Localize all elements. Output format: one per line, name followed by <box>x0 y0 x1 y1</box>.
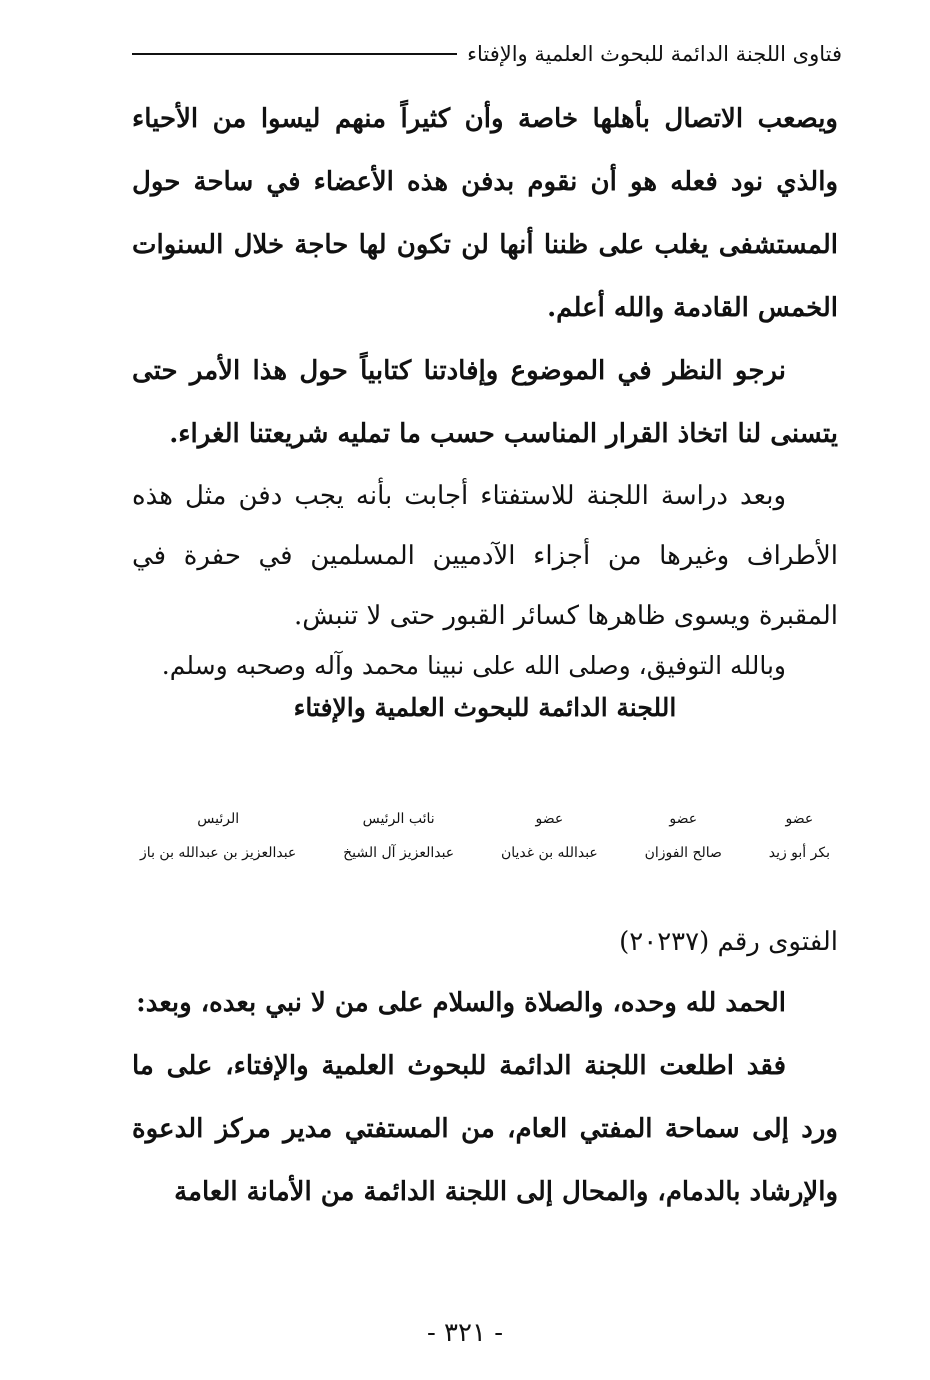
signatory <box>343 808 454 864</box>
signatory-name: عبدالعزيز آل الشيخ <box>343 845 455 861</box>
fatwa-number: الفتوى رقم (٢٠٢٣٧) <box>619 927 838 957</box>
main-content <box>132 88 838 730</box>
signatory <box>140 808 296 864</box>
fatwa-section <box>132 912 838 1224</box>
running-header <box>132 34 842 74</box>
signatory-role: عضو <box>669 811 698 827</box>
fatwa-opening: الحمد لله وحده، والصلاة والسلام على من لا نبي بعده، وبعد: <box>136 988 786 1018</box>
committee-name: اللجنة الدائمة للبحوث العلمية والإفتاء <box>293 693 677 722</box>
fatwa-body: فقد اطلعت اللجنة الدائمة للبحوث العلمية والإفتاء، على ما ورد إلى سماحة المفتي العام، من المستفتي مدير مركز الدعوة والإرشاد بالدمام، والمحال إلى اللجنة الدائمة من الأمانة العامة <box>132 1051 838 1207</box>
signatory-name: بكر أبو زيد <box>768 845 830 861</box>
paragraph-2: نرجو النظر في الموضوع وإفادتنا كتابياً حول هذا الأمر حتى يتسنى لنا اتخاذ القرار المناسب حسب ما تمليه شريعتنا الغراء. <box>132 356 838 449</box>
signatory-role: نائب الرئيس <box>362 811 435 827</box>
closing-line: وبالله التوفيق، وصلى الله على نبينا محمد وآله وصحبه وسلم. <box>161 651 786 680</box>
header-title: فتاوى اللجنة الدائمة للبحوث العلمية والإفتاء <box>467 42 842 66</box>
signatory-role: عضو <box>535 811 564 827</box>
page-number: - ٣٢١ - <box>426 1318 504 1348</box>
signatory-role: الرئيس <box>197 811 240 827</box>
answer-paragraph: وبعد دراسة اللجنة للاستفتاء أجابت بأنه يجب دفن مثل هذه الأطراف وغيرها من أجزاء الآدميين المسلمين في حفرة في المقبرة ويسوى ظاهرها كسائر القبور حتى لا تنبش. <box>132 481 838 631</box>
signatory <box>769 808 830 864</box>
signatory-name: عبدالله بن غديان <box>500 845 598 861</box>
signatories <box>140 808 830 864</box>
signatory <box>501 808 598 864</box>
header-rule <box>132 53 457 55</box>
signatory-role: عضو <box>785 811 814 827</box>
paragraph-1: ويصعب الاتصال بأهلها خاصة وأن كثيراً منهم ليسوا من الأحياء والذي نود فعله هو أن نقوم بدفن هذه الأعضاء في ساحة حول المستشفى يغلب على ظننا أنها لن تكون لها حاجة خلال السنوات الخمس القادمة والله أعلم. <box>132 104 838 323</box>
signatory-name: صالح الفوزان <box>644 845 722 861</box>
signatory-name: عبدالعزيز بن عبدالله بن باز <box>140 845 297 861</box>
signatory <box>645 808 722 864</box>
